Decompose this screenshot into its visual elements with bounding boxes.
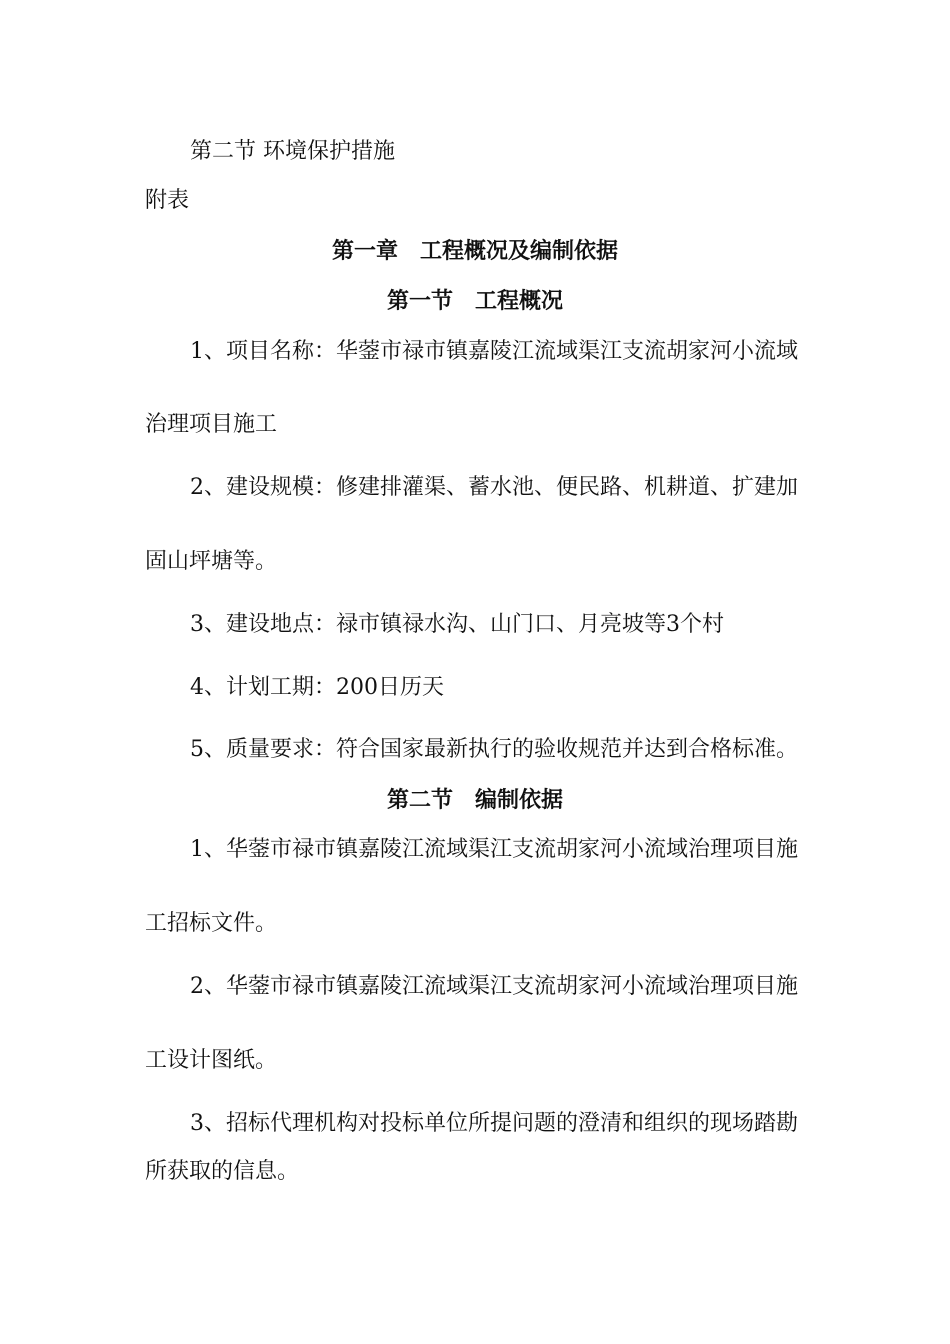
item-project-name-cont: 治理项目施工	[145, 412, 278, 437]
item-location: 3、建设地点：禄市镇禄水沟、山门口、月亮坡等3个村	[190, 612, 724, 637]
toc-entry-appendix: 附表	[145, 188, 190, 213]
item-scale-cont: 固山坪塘等。	[145, 549, 278, 574]
basis-item-drawings: 2、华蓥市禄市镇嘉陵江流域渠江支流胡家河小流域治理项目施	[190, 974, 798, 999]
basis-item-drawings-cont: 工设计图纸。	[145, 1048, 278, 1073]
basis-item-tender: 1、华蓥市禄市镇嘉陵江流域渠江支流胡家河小流域治理项目施	[190, 837, 798, 862]
toc-entry-environment: 第二节 环境保护措施	[190, 139, 395, 164]
chapter-title: 第一章 工程概况及编制依据	[331, 238, 618, 264]
section-title-overview: 第一节 工程概况	[386, 288, 563, 314]
item-quality: 5、质量要求：符合国家最新执行的验收规范并达到合格标准。	[190, 737, 798, 762]
item-project-name: 1、项目名称：华蓥市禄市镇嘉陵江流域渠江支流胡家河小流域	[190, 339, 798, 364]
basis-item-clarification-cont: 所获取的信息。	[145, 1159, 300, 1184]
item-schedule: 4、计划工期：200日历天	[190, 675, 444, 700]
basis-item-clarification: 3、招标代理机构对投标单位所提问题的澄清和组织的现场踏勘	[190, 1111, 798, 1136]
basis-item-tender-cont: 工招标文件。	[145, 911, 278, 936]
section-title-basis: 第二节 编制依据	[386, 787, 563, 813]
item-scale: 2、建设规模：修建排灌渠、蓄水池、便民路、机耕道、扩建加	[190, 475, 798, 500]
